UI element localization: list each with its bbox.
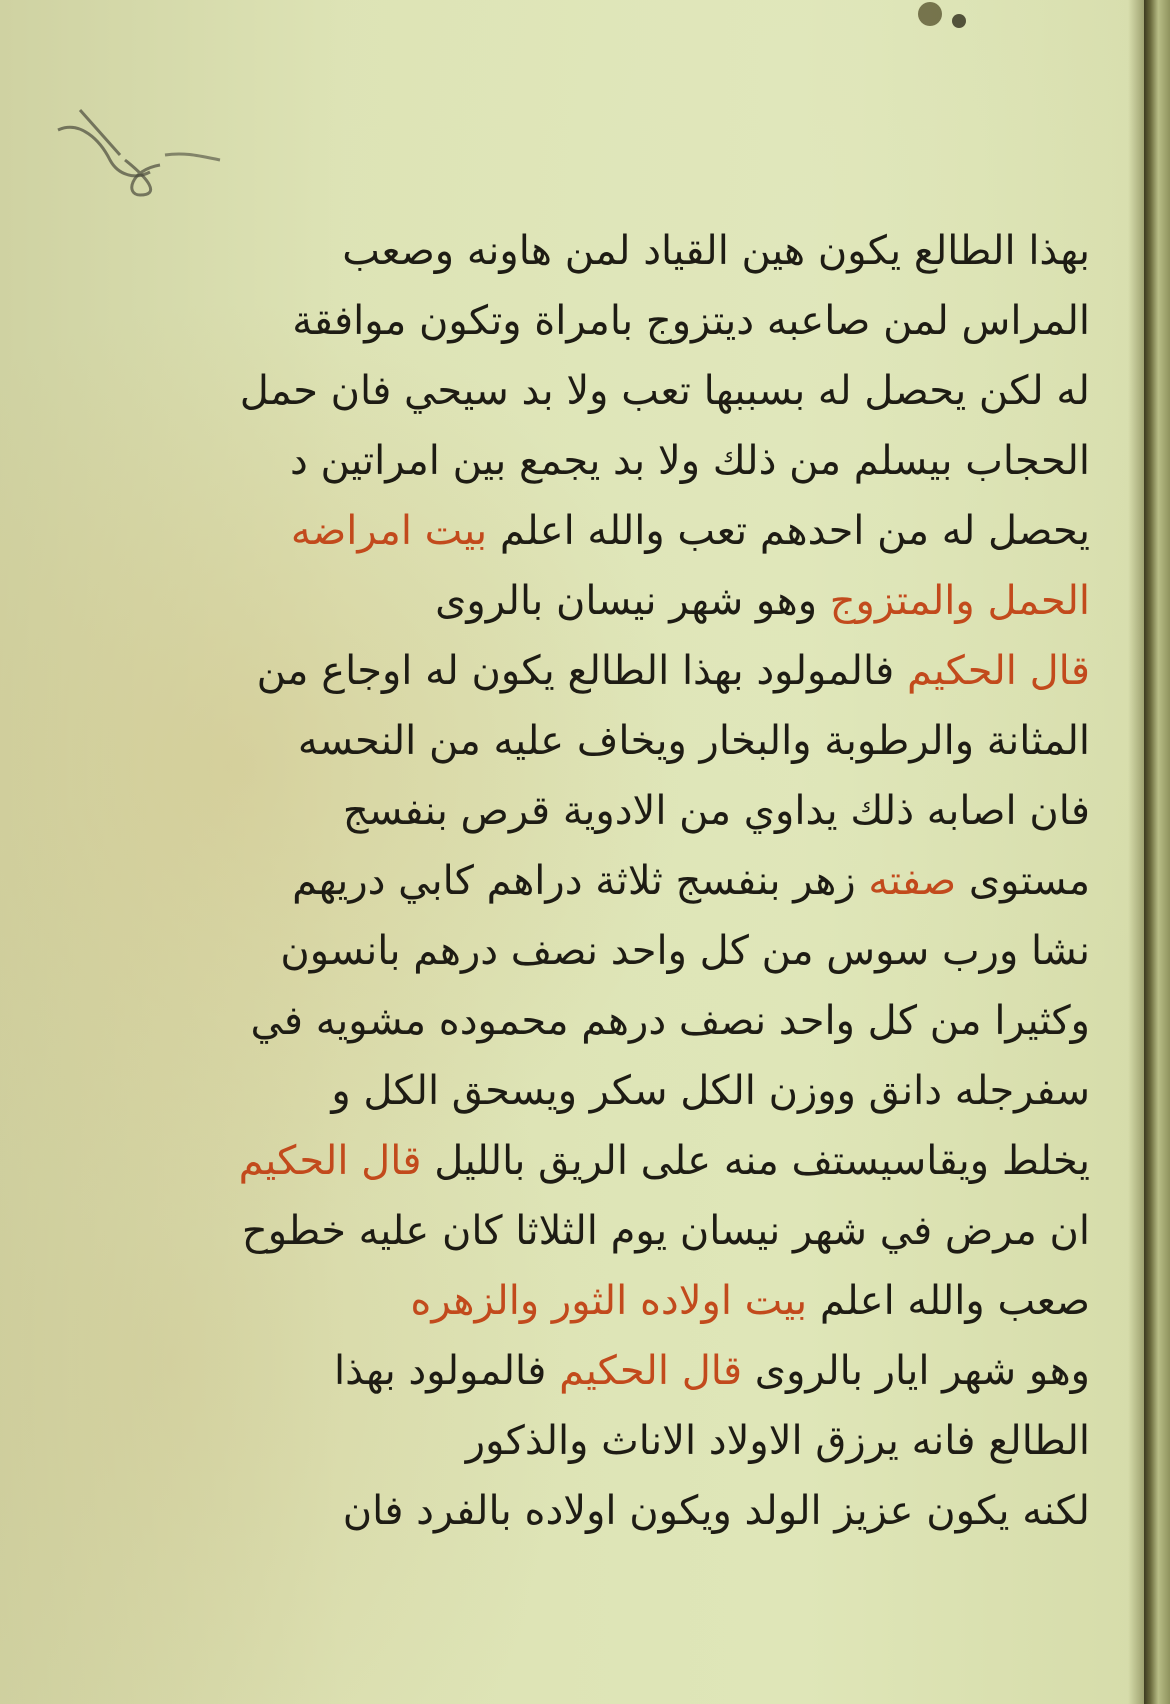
page-edge-shadow — [1128, 0, 1144, 1704]
text-line — [238, 1128, 1090, 1198]
text-line — [330, 1058, 1090, 1128]
text-segment: الحجاب بيسلم من ذلك ولا بد يجمع بين امراتين د — [289, 438, 1090, 484]
text-segment: مستوى — [956, 858, 1090, 904]
pencil-scribble — [40, 100, 230, 210]
text-segment: صعب والله اعلم — [807, 1278, 1090, 1324]
text-line — [256, 638, 1090, 708]
text-segment: لكنه يكون عزيز الولد ويكون اولاده بالفرد فان — [342, 1488, 1090, 1534]
text-line — [330, 1338, 1090, 1408]
text-line — [330, 778, 1090, 848]
text-segment: يحصل له من احدهم تعب والله اعلم — [487, 508, 1090, 554]
stain — [918, 2, 942, 26]
text-line — [292, 288, 1090, 358]
rubric-heading: قال الحكيم — [238, 1138, 422, 1184]
text-segment: فان اصابه ذلك يداوي من الادوية قرص بنفسج — [342, 788, 1090, 834]
text-segment: المثانة والرطوبة والبخار ويخاف عليه من النحسه — [297, 718, 1090, 764]
text-segment: وكثيرا من كل واحد نصف درهم محموده مشويه في — [250, 998, 1090, 1044]
text-line — [330, 568, 1090, 638]
text-segment: له لكن يحصل له بسببها تعب ولا بد سيحي فان حمل — [239, 368, 1090, 414]
text-segment: الطالع فانه يرزق الاولاد الاناث والذكور — [465, 1418, 1090, 1464]
text-line — [292, 848, 1090, 918]
text-line — [241, 1198, 1090, 1268]
text-line — [297, 708, 1090, 778]
text-line — [330, 1408, 1090, 1478]
text-line — [289, 428, 1090, 498]
book-binding — [1144, 0, 1170, 1704]
text-line — [330, 1478, 1090, 1548]
rubric-heading: الحمل والمتزوج — [829, 578, 1090, 624]
text-line — [239, 358, 1090, 428]
rubric-heading: بيت امراضه — [290, 508, 488, 554]
text-segment: فالمولود بهذا الطالع يكون له اوجاع من — [256, 648, 907, 694]
rubric-heading: صفته — [868, 858, 957, 904]
text-segment: المراس لمن صاعبه ديتزوج بامراة وتكون موافقة — [292, 298, 1090, 344]
rubric-heading: قال الحكيم — [907, 648, 1090, 694]
text-line — [330, 218, 1090, 288]
text-segment: وهو شهر ايار بالروى — [742, 1348, 1090, 1394]
text-segment: فالمولود بهذا — [334, 1348, 560, 1394]
manuscript-text — [238, 218, 1090, 1548]
text-segment: نشا ورب سوس من كل واحد نصف درهم بانسون — [280, 928, 1090, 974]
text-line — [250, 988, 1090, 1058]
stain — [952, 14, 966, 28]
text-segment: يخلط ويقاسيستف منه على الريق بالليل — [421, 1138, 1090, 1184]
text-line — [330, 1268, 1090, 1338]
text-segment: ان مرض في شهر نيسان يوم الثلاثا كان عليه خطوح — [241, 1208, 1090, 1254]
rubric-heading: قال الحكيم — [559, 1348, 743, 1394]
text-segment: بهذا الطالع يكون هين القياد لمن هاونه وصعب — [342, 228, 1090, 274]
text-line — [280, 918, 1090, 988]
text-segment: سفرجله دانق ووزن الكل سكر ويسحق الكل و — [331, 1068, 1090, 1114]
rubric-heading: بيت اولاده الثور والزهره — [410, 1278, 808, 1324]
text-segment: وهو شهر نيسان بالروى — [435, 578, 830, 624]
text-segment: زهر بنفسج ثلاثة دراهم كابي دريهم — [292, 858, 869, 904]
text-line — [290, 498, 1090, 568]
